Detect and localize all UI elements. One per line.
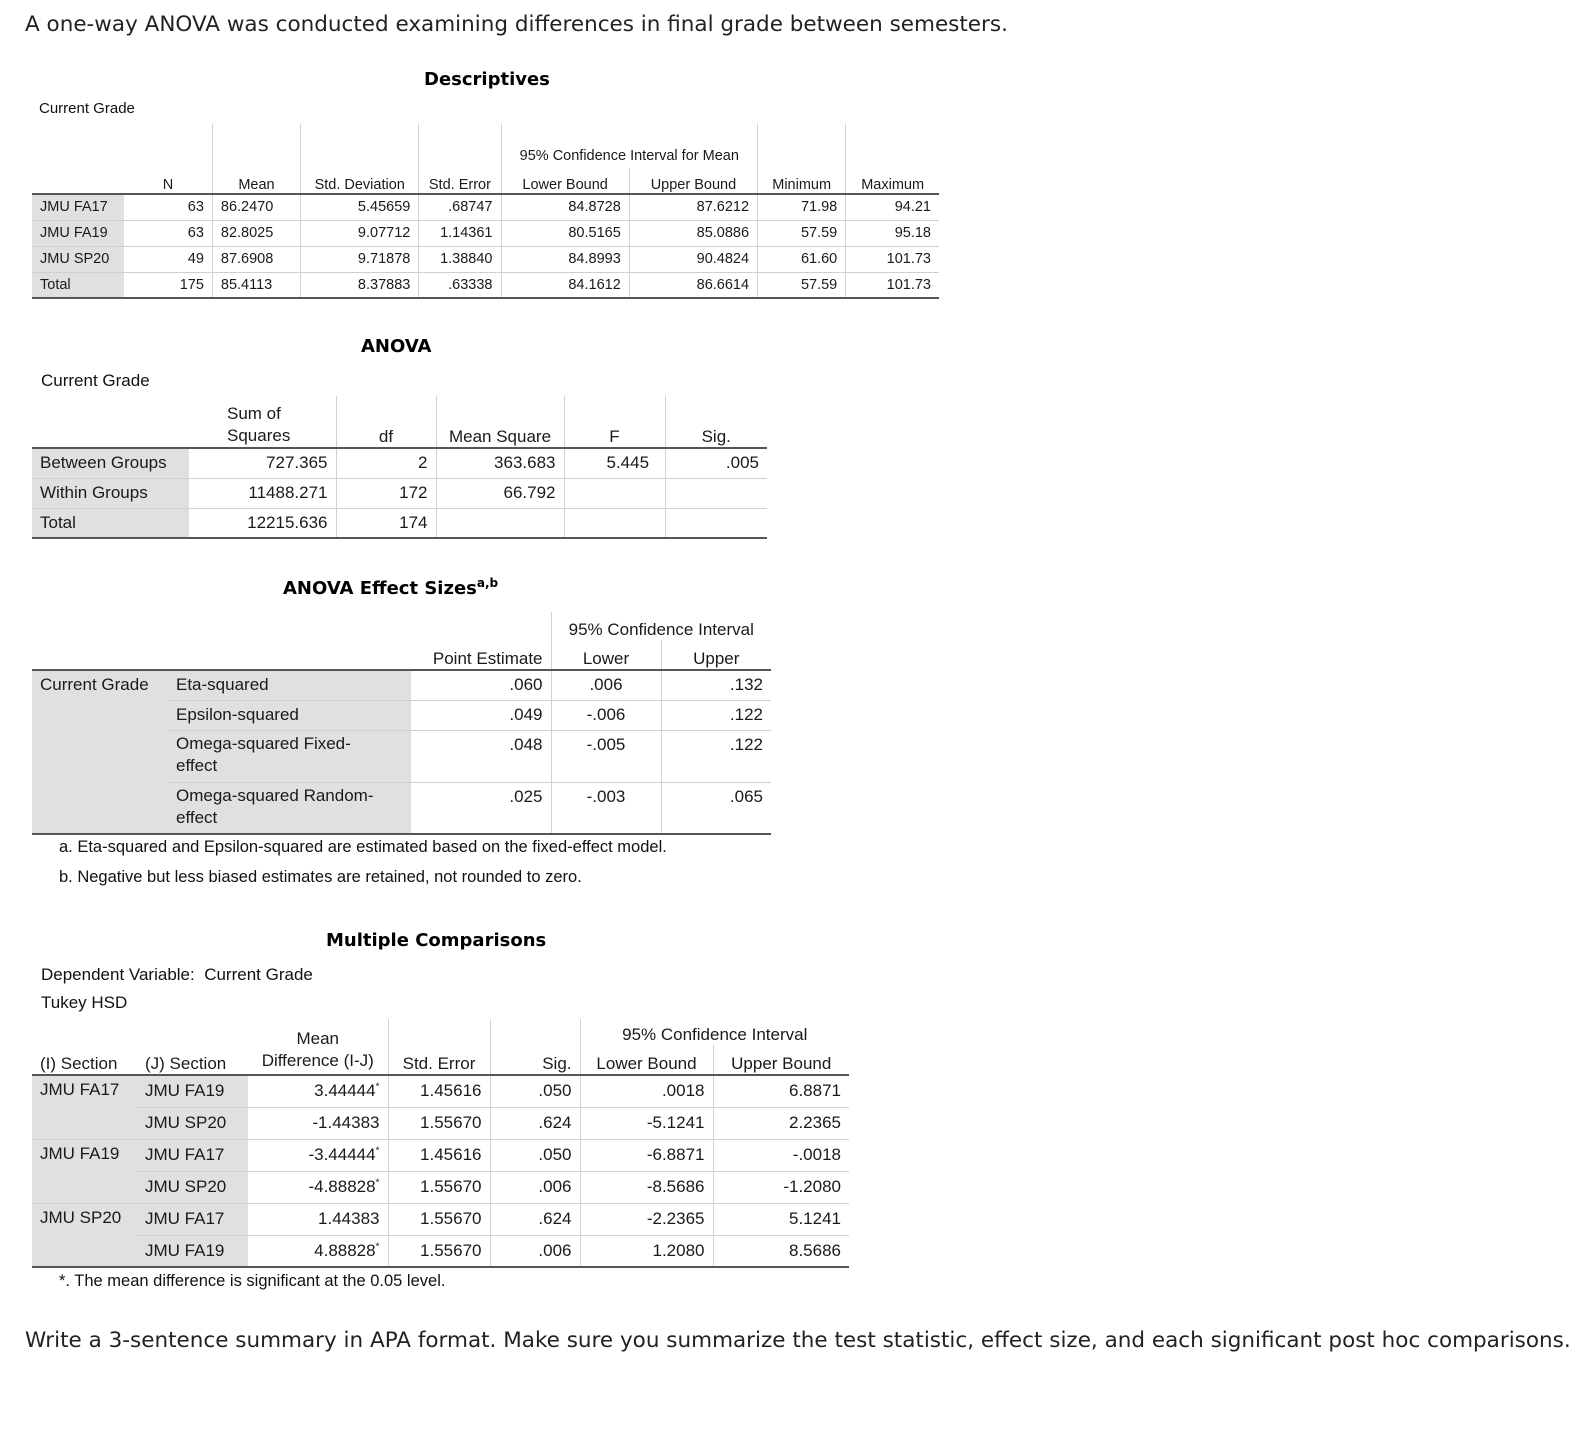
cell: 86.6614: [629, 272, 757, 298]
cell: 1.55670: [388, 1203, 490, 1235]
row-label: JMU FA19: [32, 220, 124, 246]
col-header: F: [564, 396, 665, 448]
cell: 1.55670: [388, 1235, 490, 1267]
col-header: Sum of Squares: [189, 396, 336, 448]
cell: 82.8025: [212, 220, 300, 246]
i-section: JMU FA19: [32, 1139, 137, 1203]
effect-sizes-table: [32, 612, 771, 835]
cell: 2.2365: [713, 1107, 849, 1139]
cell: 87.6212: [629, 194, 757, 220]
col-header: Upper Bound: [713, 1045, 849, 1075]
table-row: [32, 246, 939, 272]
col-header: Std. Error: [419, 168, 501, 194]
row-label: JMU SP20: [32, 246, 124, 272]
cell: 12215.636: [189, 508, 336, 538]
col-header: Minimum: [758, 168, 846, 194]
col-header: Lower Bound: [501, 168, 629, 194]
effect-sizes-footnote-b: b. Negative but less biased estimates are retained, not rounded to zero.: [59, 868, 582, 886]
cell: 5.1241: [713, 1203, 849, 1235]
cell: [248, 1171, 388, 1203]
cell: 174: [336, 508, 436, 538]
col-header: (J) Section: [137, 1045, 248, 1075]
table-row: [32, 670, 771, 700]
cell: 363.683: [436, 448, 564, 478]
cell: .065: [661, 782, 771, 834]
multiple-comparisons-title: Multiple Comparisons: [326, 930, 547, 951]
cell: .68747: [419, 194, 501, 220]
cell: 95.18: [846, 220, 939, 246]
cell: 63: [124, 220, 212, 246]
cell: .132: [661, 670, 771, 700]
effect-sizes-footnote-a: a. Eta-squared and Epsilon-squared are estimated based on the fixed-effect model.: [59, 838, 667, 856]
row-label: Epsilon-squared: [168, 700, 411, 730]
i-section: JMU FA17: [32, 1075, 137, 1139]
row-label: Total: [32, 508, 189, 538]
effect-sizes-ci-header: 95% Confidence Interval: [551, 612, 771, 640]
multiple-comparisons-footnote: *. The mean difference is significant at the 0.05 level.: [59, 1272, 446, 1290]
mean-difference: -4.88828: [308, 1177, 376, 1196]
cell: .624: [490, 1107, 580, 1139]
col-header: Upper Bound: [629, 168, 757, 194]
cell: 8.5686: [713, 1235, 849, 1267]
cell: -2.2365: [580, 1203, 713, 1235]
table-row: [32, 1139, 849, 1171]
table-row: [32, 1107, 849, 1139]
cell: -5.1241: [580, 1107, 713, 1139]
cell: [248, 1139, 388, 1171]
cell: .006: [490, 1171, 580, 1203]
cell: [248, 1203, 388, 1235]
col-header: N: [124, 168, 212, 194]
table-row: [32, 1235, 849, 1267]
cell: 57.59: [758, 272, 846, 298]
cell: 85.0886: [629, 220, 757, 246]
effect-sizes-title: [283, 576, 498, 599]
cell: 1.55670: [388, 1107, 490, 1139]
cell: -8.5686: [580, 1171, 713, 1203]
cell: .0018: [580, 1075, 713, 1107]
intro-text: A one-way ANOVA was conducted examining differences in final grade between semesters.: [25, 12, 1008, 37]
cell: .006: [551, 670, 661, 700]
cell: 1.45616: [388, 1075, 490, 1107]
descriptives-title: Descriptives: [424, 69, 550, 90]
effect-sizes-title-superscript: a,b: [476, 576, 499, 590]
cell: .122: [661, 700, 771, 730]
cell: -1.2080: [713, 1171, 849, 1203]
anova-title: ANOVA: [361, 336, 432, 357]
cell: 66.792: [436, 478, 564, 508]
table-row: [32, 1203, 849, 1235]
row-label: Total: [32, 272, 124, 298]
significance-star: *: [375, 1177, 380, 1189]
j-section: JMU SP20: [137, 1171, 248, 1203]
significance-star: *: [375, 1081, 380, 1093]
j-section: JMU SP20: [137, 1107, 248, 1139]
cell: -6.8871: [580, 1139, 713, 1171]
significance-star: *: [375, 1241, 380, 1253]
cell: -.0018: [713, 1139, 849, 1171]
cell: 80.5165: [501, 220, 629, 246]
col-header: Sig.: [490, 1045, 580, 1075]
cell: 727.365: [189, 448, 336, 478]
col-header: Upper: [661, 640, 771, 670]
descriptives-table: [32, 124, 939, 299]
cell: 84.8993: [501, 246, 629, 272]
descriptives-caption: Current Grade: [39, 100, 135, 117]
cell: .122: [661, 730, 771, 782]
col-header: df: [336, 396, 436, 448]
col-header: Std. Deviation: [301, 168, 419, 194]
method-label: Tukey HSD: [41, 993, 128, 1012]
cell: 1.2080: [580, 1235, 713, 1267]
cell: 49: [124, 246, 212, 272]
row-label: Omega-squared Fixed-effect: [168, 730, 411, 782]
col-header: Mean: [212, 168, 300, 194]
cell: .048: [411, 730, 551, 782]
cell: 101.73: [846, 272, 939, 298]
mean-difference: 1.44383: [318, 1209, 380, 1228]
cell: .050: [490, 1075, 580, 1107]
row-label: Between Groups: [32, 448, 189, 478]
cell: 2: [336, 448, 436, 478]
effect-sizes-title-text: ANOVA Effect Sizes: [283, 578, 477, 599]
j-section: JMU FA17: [137, 1203, 248, 1235]
table-row: [32, 478, 767, 508]
cell: 90.4824: [629, 246, 757, 272]
col-header: Std. Error: [388, 1045, 490, 1075]
cell: 6.8871: [713, 1075, 849, 1107]
cell: 1.45616: [388, 1139, 490, 1171]
cell: 57.59: [758, 220, 846, 246]
table-row: [32, 272, 939, 298]
cell: 9.07712: [301, 220, 419, 246]
cell: [248, 1107, 388, 1139]
col-header: Lower: [551, 640, 661, 670]
cell: -.005: [551, 730, 661, 782]
cell: -.003: [551, 782, 661, 834]
cell: 1.55670: [388, 1171, 490, 1203]
cell: .060: [411, 670, 551, 700]
col-header: Maximum: [846, 168, 939, 194]
cell: .025: [411, 782, 551, 834]
cell: .624: [490, 1203, 580, 1235]
row-label: Eta-squared: [168, 670, 411, 700]
cell: 172: [336, 478, 436, 508]
col-header: Mean Difference (I-J): [248, 1019, 388, 1075]
col-header: Mean Square: [436, 396, 564, 448]
table-row: [32, 1075, 849, 1107]
mean-difference: 4.88828: [314, 1240, 376, 1260]
col-header: Lower Bound: [580, 1045, 713, 1075]
table-row: [32, 1171, 849, 1203]
cell: 61.60: [758, 246, 846, 272]
j-section: JMU FA17: [137, 1139, 248, 1171]
cell: 11488.271: [189, 478, 336, 508]
cell: -.006: [551, 700, 661, 730]
anova-table: [32, 396, 767, 539]
cell: [248, 1075, 388, 1107]
table-row: [32, 194, 939, 220]
row-label: JMU FA17: [32, 194, 124, 220]
cell: 87.6908: [212, 246, 300, 272]
cell: 8.37883: [301, 272, 419, 298]
cell: .006: [490, 1235, 580, 1267]
cell: 71.98: [758, 194, 846, 220]
table-row: [32, 220, 939, 246]
cell: 9.71878: [301, 246, 419, 272]
mean-difference: -3.44444: [308, 1145, 376, 1164]
cell: 1.38840: [419, 246, 501, 272]
multiple-comparisons-table: [32, 1019, 849, 1268]
anova-caption: Current Grade: [41, 371, 150, 390]
dependent-variable-label: Dependent Variable:: [41, 965, 195, 984]
closing-text: Write a 3-sentence summary in APA format. Make sure you summarize the test statistic, effect size, and each significant post hoc comparisons.: [25, 1328, 1571, 1353]
cell: 1.14361: [419, 220, 501, 246]
cell: 94.21: [846, 194, 939, 220]
cell: .050: [490, 1139, 580, 1171]
row-label: Within Groups: [32, 478, 189, 508]
dependent-variable-value: Current Grade: [204, 965, 313, 984]
cell: 175: [124, 272, 212, 298]
cell: 5.45659: [301, 194, 419, 220]
j-section: JMU FA19: [137, 1075, 248, 1107]
row-label: Omega-squared Random-effect: [168, 782, 411, 834]
cell: 63: [124, 194, 212, 220]
cell: .005: [665, 448, 767, 478]
multiple-comparisons-ci-header: 95% Confidence Interval: [580, 1019, 849, 1045]
dependent-variable-line: [41, 965, 313, 985]
i-section: JMU SP20: [32, 1203, 137, 1267]
descriptives-ci-header: 95% Confidence Interval for Mean: [501, 124, 758, 168]
cell: 5.445: [564, 448, 665, 478]
cell: 84.1612: [501, 272, 629, 298]
mean-difference: 3.44444: [314, 1081, 376, 1101]
mean-difference: -1.44383: [312, 1113, 380, 1132]
cell: 84.8728: [501, 194, 629, 220]
cell: [248, 1235, 388, 1267]
cell: .63338: [419, 272, 501, 298]
col-header: Point Estimate: [411, 640, 551, 670]
cell: 101.73: [846, 246, 939, 272]
group-label: Current Grade: [32, 670, 168, 834]
col-header: (I) Section: [32, 1045, 137, 1075]
cell: 86.2470: [212, 194, 300, 220]
significance-star: *: [375, 1145, 380, 1157]
cell: .049: [411, 700, 551, 730]
table-row: [32, 508, 767, 538]
j-section: JMU FA19: [137, 1235, 248, 1267]
table-row: [32, 448, 767, 478]
cell: 85.4113: [212, 272, 300, 298]
col-header: Sig.: [665, 396, 767, 448]
